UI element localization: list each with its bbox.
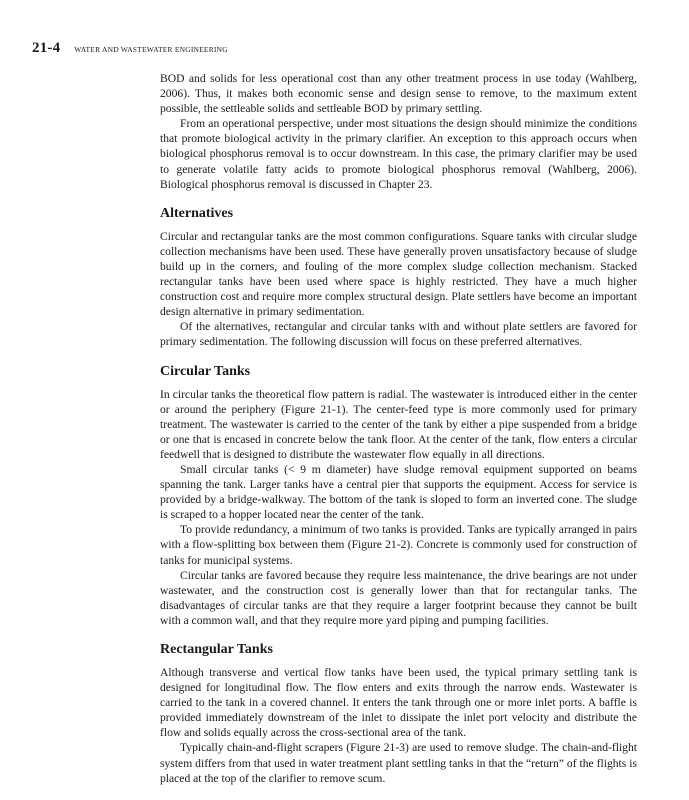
paragraph: In circular tanks the theoretical flow pattern is radial. The wastewater is introduced either in the center or around the periphery (Figure 21-1). The center-feed type is more commonly used for primary treatment. The wastewater is carried to the center of the tank by either a pipe suspended from a bridge or one that is encased in concrete below the tank floor. At the center of the tank, flow enters a circular feedwell that is designed to distribute the wastewater flow equally in all directions.: [160, 387, 637, 461]
section-heading-rectangular-tanks: Rectangular Tanks: [160, 642, 273, 657]
paragraph: Small circular tanks (< 9 m diameter) have sludge removal equipment supported on beams spanning the tank. Larger tanks have a central pier that supports the equipment. Access for service is provided by a bridge-walkway. The bottom of the tank is sloped to form an inverted cone. The sludge is scraped to a hopper located near the center of the tank.: [160, 462, 637, 522]
paragraph: Circular and rectangular tanks are the most common configurations. Square tanks with circular sludge collection mechanisms have been used. These have generally proven unsatisfactory because of sludge build up in the corners, and fouling of the more complex sludge collection mechanism. Stacked rectangular tanks have been used where space is highly restricted. They have a much higher construction cost and require more complex structural design. Plate settlers have become an important design alternative in primary sedimentation.: [160, 229, 637, 319]
running-head: WATER AND WASTEWATER ENGINEERING: [74, 45, 228, 54]
page-body: [160, 71, 637, 786]
paragraph: From an operational perspective, under most situations the design should minimize the conditions that promote biological activity in the primary clarifier. An exception to this approach occurs when biological phosphorus removal is to occur downstream. In this case, the primary clarifier may be used to generate volatile fatty acids to promote biological phosphorus removal (Wahlberg, 2006). Biological phosphorus removal is discussed in Chapter 23.: [160, 117, 637, 191]
page-number: 21-4: [32, 40, 61, 56]
paragraph: Although transverse and vertical flow tanks have been used, the typical primary settling tank is designed for longitudinal flow. The flow enters and exits through the narrow ends. Wastewater is carried to the tank in a covered channel. It enters the tank through one or more inlet ports. A baffle is provided immediately downstream of the inlet to dissipate the inlet port velocity and distribute the flow and solids equally across the cross-sectional area of the tank.: [160, 666, 637, 740]
section-heading-circular-tanks: Circular Tanks: [160, 363, 251, 379]
paragraph: BOD and solids for less operational cost than any other treatment process in use today (Wahlberg, 2006). Thus, it makes both economic sense and design sense to remove, to the maximum extent possible, the settleable solids and settleable BOD by primary settling.: [160, 72, 637, 116]
paragraph: Of the alternatives, rectangular and circular tanks with and without plate settlers are favored for primary sedimentation. The following discussion will focus on these preferred alternatives.: [160, 320, 637, 349]
paragraph: Circular tanks are favored because they require less maintenance, the drive bearings are not under wastewater, and the construction cost is generally lower than that for rectangular tanks. The disadvantages of circular tanks are that they require a larger footprint because they cannot be built with a common wall, and that they require more yard piping and pumping facilities.: [160, 568, 637, 627]
page-header: [32, 40, 228, 57]
paragraph: To provide redundancy, a minimum of two tanks is provided. Tanks are typically arranged in pairs with a flow-splitting box between them (Figure 21-2). Concrete is commonly used for construction of tanks for municipal systems.: [160, 523, 637, 567]
paragraph: Typically chain-and-flight scrapers (Figure 21-3) are used to remove sludge. The chain-and-flight system differs from that used in water treatment plant settling tanks in that the “return” of the flights is placed at the top of the clarifier to remove scum.: [160, 741, 637, 785]
section-heading-alternatives: Alternatives: [160, 205, 234, 221]
